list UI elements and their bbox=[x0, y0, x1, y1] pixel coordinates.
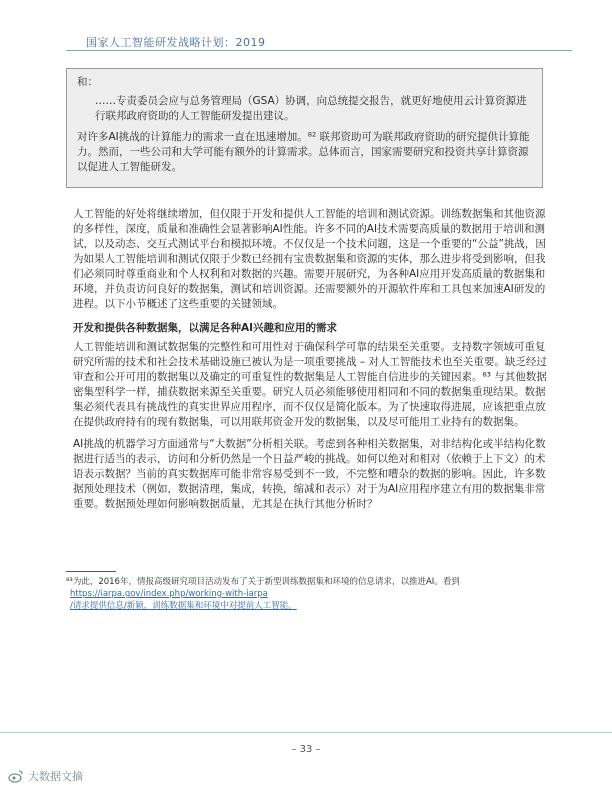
body-paragraph-3: AI挑战的机器学习方面通常与“大数据”分析相关联。考虑到各种相关数据集，对非结构化或半结构化数据进行适当的表示，访问和分析仍然是一个日益严峻的挑战。如何以绝对和相对（依赖于上下文）的术语表示数据？当前的真实数据库可能非常容易受到不一致，不完整和嘈杂的数据的影响。因此，许多数据预处理技术（例如，数据清理，集成，转换，缩减和表示）对于为AI应用程序建立有用的数据集非常重要。数据预处理如何影响数据质量，尤其是在执行其他分析时？ bbox=[73, 438, 546, 510]
body-text bbox=[73, 207, 547, 512]
quote-box bbox=[66, 68, 543, 188]
footer-rule bbox=[0, 732, 612, 733]
quote-paragraph: 对许多AI挑战的计算能力的需求一直在迅速增加。⁸² 联邦资助可为联邦政府资助的研究提供计算能力。然而，一些公司和大学可能有额外的计算需求。总体而言，国家需要研究和投资共享计算资源以促进人工智能研发。 bbox=[77, 131, 530, 173]
footnote-link[interactable]: https://iarpa.gov/index.php/working-with-iarpa bbox=[70, 589, 268, 599]
quote-indented-text: ……专责委员会应与总务管理局（GSA）协调，向总统提交报告，就更好地使用云计算资源进行联邦政府资助的人工智能研发提出建议。 bbox=[95, 95, 527, 122]
footnote bbox=[66, 576, 546, 612]
watermark bbox=[8, 768, 83, 784]
footnote-text: ⁸³为此，2016年，情报高级研究项目活动发布了关于新型训练数据集和环境的信息请求，以推进AI。看到 bbox=[66, 577, 460, 587]
body-paragraph-2: 人工智能培训和测试数据集的完整性和可用性对于确保科学可靠的结果至关重要。支持数字领域可重复研究所需的技术和社会技术基础设施已被认为是一项重要挑战 – 对人工智能技术也至关重要。缺乏经过审查和公开可用的数据集以及确定的可重复性的数据集是人工智能自信进步的关键因素。⁸³ 与其他数据密集型科学一样，捕获数据来源至关重要。研究人员必须能够使用相同和不同的数据集重现结果。数据集必须代表具有挑战性的真实世界应用程序，而不仅仅是简化版本。为了快速取得进展，应该把重点放在提供政府持有的现有数据集，可以用联邦资金开发的数据集，以及尽可能用工业持有的数据集。 bbox=[73, 341, 547, 428]
footnote-rule bbox=[66, 571, 116, 572]
section-heading: 开发和提供各种数据集，以满足各种AI兴趣和应用的需求 bbox=[73, 322, 338, 334]
weibo-icon bbox=[8, 769, 24, 783]
running-header: 国家人工智能研发战略计划：2019 bbox=[86, 36, 266, 49]
quote-lead: 和： bbox=[77, 76, 98, 88]
footnote-link-continued[interactable]: /请求提供信息/新颖，训练数据集和环境中对提前人工智能。 bbox=[70, 601, 297, 611]
page-number: – 33 – bbox=[291, 744, 321, 755]
header-rule bbox=[66, 50, 572, 51]
body-paragraph-1: 人工智能的好处将继续增加，但仅限于开发和提供人工智能的培训和测试资源。训练数据集和其他资源的多样性，深度，质量和准确性会显著影响AI性能。许多不同的AI技术需要高质量的数据用于培训和测试，以及动态、交互式测试平台和模拟环境。不仅仅是一个技术问题，这是一个重要的“公益”挑战，因为如果人工智能培训和测试仅限于少数已经拥有宝贵数据集和资源的实体，那么进步将受到影响，但我们必须同时尊重商业和个人权利和对数据的兴趣。需要开展研究，为各种AI应用开发高质量的数据集和环境，并负责访问良好的数据集，测试和培训资源。还需要额外的开源软件库和工具包来加速AI研发的进程。以下小节概述了这些重要的关键领域。 bbox=[73, 208, 546, 310]
watermark-text: 大数据文摘 bbox=[28, 770, 83, 783]
